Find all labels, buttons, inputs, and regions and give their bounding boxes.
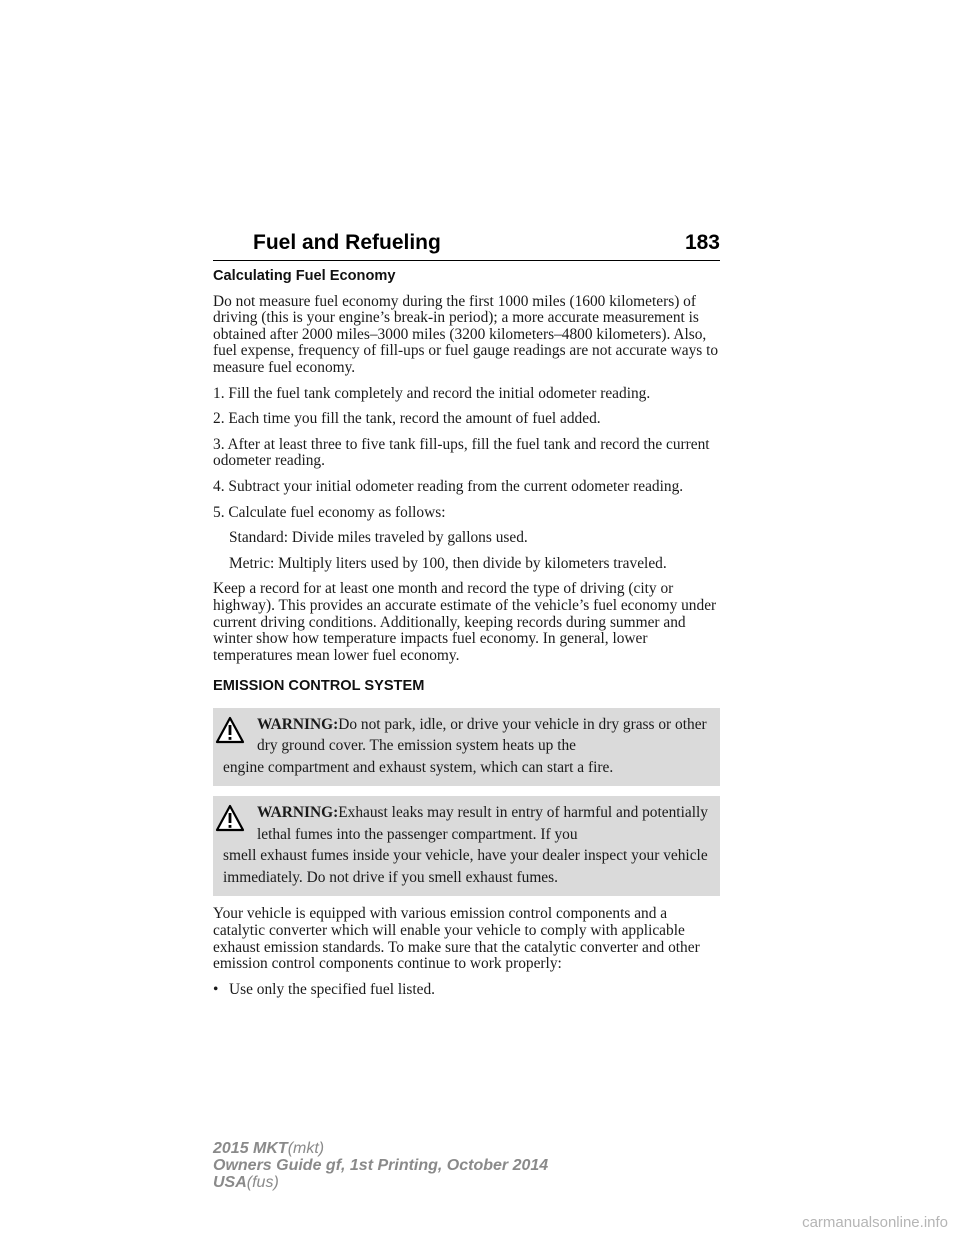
list-item (213, 982, 720, 999)
calculating-intro: Do not measure fuel economy during the first 1000 miles (1600 kilometers) of driving (this is your engine’s break-in period); a more accurate measurement is obtained after 2000 miles–3000 miles (3200 kilometers–4800 kilometers). Also, fuel expense, frequency of fill-ups or fuel gauge readings are not accurate ways to measure fuel economy. (213, 292, 719, 376)
warning-box-exhaust (213, 796, 720, 896)
record-paragraph: Keep a record for at least one month and record the type of driving (city or highway). This provides an accurate estimate of the vehicle’s fuel economy under current driving conditions. Additionally, keeping records during summer and winter show how temperature impacts fuel economy. In general, lower temperatures mean lower fuel economy. (213, 580, 717, 664)
warning-text: Do not park, idle, or drive your vehicle in dry grass or other dry ground cover. The emission system heats up the (257, 715, 707, 755)
warning-triangle-icon (215, 714, 257, 757)
emission-heading: EMISSION CONTROL SYSTEM (213, 678, 425, 695)
bullet-icon: • (213, 980, 219, 998)
step-5: 5. Calculate fuel economy as follows: (213, 503, 446, 521)
step-4: 4. Subtract your initial odometer reading from the current odometer reading. (213, 477, 684, 495)
warning-box-fire (213, 708, 720, 787)
calculating-heading: Calculating Fuel Economy (213, 268, 396, 284)
footer-model-code: (mkt) (287, 1140, 325, 1157)
warning-triangle-icon (215, 802, 257, 845)
step-2: 2. Each time you fill the tank, record the amount of fuel added. (213, 410, 601, 428)
page-footer (213, 1140, 548, 1191)
footer-region: USA (213, 1174, 247, 1191)
warning-label: WARNING: (257, 715, 339, 733)
warning-text-continued: engine compartment and exhaust system, which can start a fire. (223, 758, 614, 776)
footer-guide: Owners Guide gf, 1st Printing, October 2014 (213, 1157, 549, 1174)
page-content (213, 268, 720, 998)
footer-region-code: (fus) (246, 1174, 279, 1191)
watermark: carmanualsonline.info (802, 1214, 948, 1231)
page-number: 183 (684, 231, 720, 254)
step-1: 1. Fill the fuel tank completely and record the initial odometer reading. (213, 384, 651, 402)
emission-body: Your vehicle is equipped with various emission control components and a catalytic converter which will enable your vehicle to comply with applicable exhaust emission standards. To make sure that the catalytic converter and other emission control components continue to work properly: (213, 905, 700, 973)
metric-formula: Metric: Multiply liters used by 100, then divide by kilometers traveled. (229, 554, 667, 572)
section-title: Fuel and Refueling (253, 231, 441, 254)
warning-label: WARNING: (257, 804, 339, 822)
bullet-text: Use only the specified fuel listed. (229, 980, 436, 998)
page-header (213, 226, 720, 261)
standard-formula: Standard: Divide miles traveled by gallons used. (229, 529, 528, 547)
footer-model: 2015 MKT (213, 1140, 288, 1157)
step-3: 3. After at least three to five tank fill-ups, fill the fuel tank and record the current odometer reading. (213, 435, 710, 470)
warning-text-continued: smell exhaust fumes inside your vehicle, have your dealer inspect your vehicle immediately. Do not drive if you smell exhaust fumes. (223, 847, 708, 886)
warning-text: Exhaust leaks may result in entry of harmful and potentially lethal fumes into the passenger compartment. If you (257, 804, 708, 843)
